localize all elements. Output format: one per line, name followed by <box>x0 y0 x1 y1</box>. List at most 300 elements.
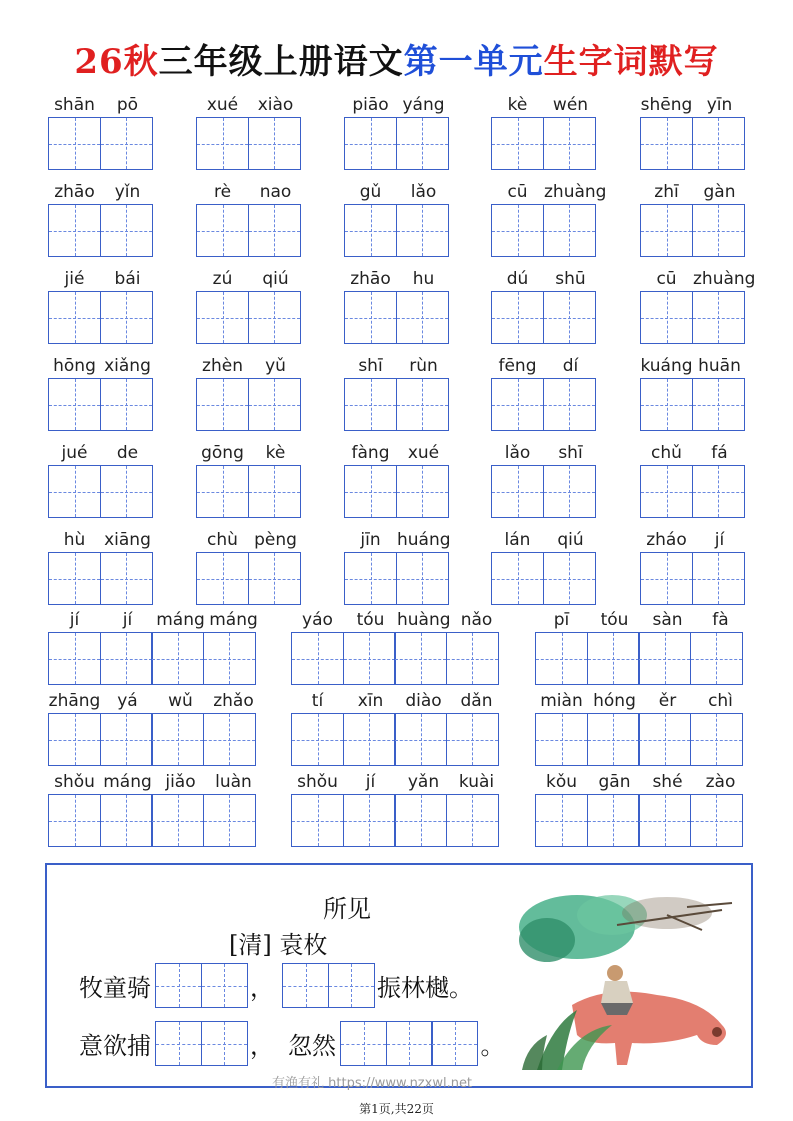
writing-box[interactable] <box>48 291 101 344</box>
title-part-unit: 第一单元 <box>403 42 544 82</box>
writing-box[interactable] <box>690 632 743 685</box>
writing-box[interactable] <box>396 378 449 431</box>
pinyin-row <box>640 95 746 115</box>
pinyin-row <box>48 356 154 376</box>
writing-box[interactable] <box>100 117 153 170</box>
tianzige-row <box>640 378 743 431</box>
tianzige-row <box>491 117 594 170</box>
writing-box[interactable] <box>201 1021 248 1066</box>
writing-box[interactable] <box>692 117 745 170</box>
pinyin: zhāo <box>350 269 391 289</box>
buffalo <box>572 992 726 1065</box>
writing-box[interactable] <box>396 552 449 605</box>
tianzige-row <box>344 552 447 605</box>
pinyin-row <box>291 691 503 711</box>
pinyin: fēng <box>498 356 537 376</box>
poem-blank-4[interactable] <box>340 1021 477 1066</box>
pinyin: fàng <box>351 443 390 463</box>
writing-box[interactable] <box>155 1021 202 1066</box>
pinyin: fà <box>712 610 729 630</box>
pinyin: wén <box>552 95 589 115</box>
writing-box[interactable] <box>151 794 204 847</box>
pinyin: jí <box>122 610 133 630</box>
tianzige-row <box>491 291 594 344</box>
pinyin-row <box>640 269 756 289</box>
poem-line-2-mid: 忽然 <box>288 1032 336 1060</box>
pinyin: gān <box>598 772 631 792</box>
pinyin: zhèn <box>202 356 243 376</box>
writing-box[interactable] <box>344 465 397 518</box>
writing-box[interactable] <box>48 632 101 685</box>
pinyin: hu <box>412 269 435 289</box>
pinyin-row <box>491 530 597 550</box>
pinyin: yǎn <box>407 772 440 792</box>
writing-box[interactable] <box>344 204 397 257</box>
tianzige-row <box>48 713 254 766</box>
page-footer: 第1页,共22页 <box>359 1102 434 1116</box>
writing-box[interactable] <box>640 552 693 605</box>
writing-box[interactable] <box>100 552 153 605</box>
tianzige-row <box>640 204 743 257</box>
writing-box[interactable] <box>692 204 745 257</box>
pinyin: máng <box>103 772 152 792</box>
tianzige-row <box>196 378 299 431</box>
pinyin: zhāng <box>48 691 101 711</box>
writing-box[interactable] <box>543 465 596 518</box>
writing-box[interactable] <box>248 291 301 344</box>
poem-title: 所见 <box>323 895 371 923</box>
pinyin: jiǎo <box>165 772 196 792</box>
writing-box[interactable] <box>535 794 588 847</box>
pinyin-row <box>344 443 450 463</box>
writing-box[interactable] <box>638 632 691 685</box>
title-part-season: 秋 <box>123 42 159 82</box>
pinyin: hōng <box>53 356 96 376</box>
writing-box[interactable] <box>248 465 301 518</box>
poem-line-2-end: 。 <box>480 1032 505 1060</box>
title-part-grade: 三年级上册语文 <box>158 42 404 82</box>
writing-box[interactable] <box>543 291 596 344</box>
pinyin: shǒu <box>297 772 338 792</box>
pinyin: gàn <box>703 182 736 202</box>
pinyin-row <box>48 530 154 550</box>
writing-box[interactable] <box>587 713 640 766</box>
pinyin: zhuàng <box>693 269 756 289</box>
tianzige-row <box>344 465 447 518</box>
pinyin: kè <box>265 443 286 463</box>
pinyin: máng <box>209 610 258 630</box>
writing-box[interactable] <box>100 291 153 344</box>
pinyin: zhǎo <box>213 691 254 711</box>
pinyin: pō <box>116 95 139 115</box>
pinyin: sàn <box>652 610 683 630</box>
writing-box[interactable] <box>196 552 249 605</box>
poem-line-2 <box>79 1021 505 1066</box>
pinyin: yá <box>117 691 138 711</box>
pinyin: shǒu <box>54 772 95 792</box>
pinyin: cū <box>507 182 528 202</box>
writing-box[interactable] <box>587 632 640 685</box>
pinyin: tóu <box>600 610 629 630</box>
pinyin: fá <box>711 443 728 463</box>
tianzige-row <box>491 552 594 605</box>
pinyin: shū <box>555 269 586 289</box>
writing-box[interactable] <box>48 713 101 766</box>
tianzige-row <box>196 204 299 257</box>
writing-box[interactable] <box>248 117 301 170</box>
writing-box[interactable] <box>692 291 745 344</box>
pinyin: dǎn <box>460 691 493 711</box>
tianzige-row <box>48 552 151 605</box>
pinyin: jí <box>69 610 80 630</box>
writing-box[interactable] <box>638 713 691 766</box>
pinyin: de <box>116 443 139 463</box>
writing-box[interactable] <box>638 794 691 847</box>
pinyin-row <box>291 610 503 630</box>
tianzige-row <box>640 552 743 605</box>
writing-box[interactable] <box>248 552 301 605</box>
writing-box[interactable] <box>491 378 544 431</box>
writing-box[interactable] <box>196 465 249 518</box>
pinyin-row <box>344 269 450 289</box>
pinyin-row <box>48 772 260 792</box>
writing-box[interactable] <box>151 713 204 766</box>
writing-box[interactable] <box>396 465 449 518</box>
writing-box[interactable] <box>640 378 693 431</box>
pinyin-row <box>48 95 154 115</box>
pinyin: jí <box>365 772 376 792</box>
pinyin: tóu <box>356 610 385 630</box>
pinyin: kuài <box>458 772 495 792</box>
writing-box[interactable] <box>328 963 375 1008</box>
pinyin-row <box>491 269 597 289</box>
pinyin-row <box>535 691 747 711</box>
writing-box[interactable] <box>291 632 344 685</box>
poem-line-1-start: 牧童骑 <box>79 974 151 1002</box>
tianzige-row <box>640 465 743 518</box>
poem-illustration <box>517 885 742 1075</box>
writing-box[interactable] <box>446 794 499 847</box>
writing-box[interactable] <box>48 117 101 170</box>
pinyin-row <box>196 182 302 202</box>
tianzige-row <box>48 465 151 518</box>
title-part-number: 26 <box>74 42 124 82</box>
herd-boy <box>601 965 633 1015</box>
title-part-topic: 生字词默写 <box>543 42 719 82</box>
writing-box[interactable] <box>203 713 256 766</box>
writing-box[interactable] <box>100 204 153 257</box>
tianzige-row <box>344 291 447 344</box>
tianzige-row <box>48 378 151 431</box>
writing-box[interactable] <box>196 204 249 257</box>
writing-box[interactable] <box>690 794 743 847</box>
writing-box[interactable] <box>340 1021 387 1066</box>
pinyin: jué <box>61 443 88 463</box>
pinyin-row <box>640 356 746 376</box>
poem-line-1-comma: ， <box>250 974 274 1002</box>
pinyin: huàng <box>397 610 451 630</box>
writing-box[interactable] <box>386 1021 433 1066</box>
pinyin: luàn <box>215 772 252 792</box>
tianzige-row <box>535 794 741 847</box>
pinyin: zhāo <box>54 182 95 202</box>
pinyin: kǒu <box>545 772 578 792</box>
pinyin: xīn <box>357 691 384 711</box>
pinyin: lǎo <box>504 443 531 463</box>
poem-line-2-start: 意欲捕 <box>79 1032 151 1060</box>
pinyin: miàn <box>540 691 583 711</box>
writing-box[interactable] <box>692 552 745 605</box>
pinyin: huān <box>698 356 741 376</box>
writing-box[interactable] <box>587 794 640 847</box>
tianzige-row <box>48 632 254 685</box>
writing-box[interactable] <box>446 632 499 685</box>
writing-box[interactable] <box>396 204 449 257</box>
tianzige-row <box>344 117 447 170</box>
pinyin: yáo <box>302 610 333 630</box>
poem-box <box>45 863 753 1088</box>
writing-box[interactable] <box>100 378 153 431</box>
pinyin: shān <box>54 95 95 115</box>
tianzige-row <box>48 794 254 847</box>
pinyin: pī <box>553 610 570 630</box>
pinyin-row <box>535 610 747 630</box>
tianzige-row <box>491 465 594 518</box>
writing-box[interactable] <box>196 378 249 431</box>
pinyin: yǔ <box>265 356 286 376</box>
pinyin-row <box>491 182 607 202</box>
writing-box[interactable] <box>344 552 397 605</box>
poem-line-1 <box>79 963 473 1008</box>
writing-box[interactable] <box>535 713 588 766</box>
poem-blank-1[interactable] <box>155 963 246 1008</box>
pinyin: lán <box>504 530 531 550</box>
pinyin: shī <box>358 356 383 376</box>
pinyin: zú <box>212 269 233 289</box>
writing-box[interactable] <box>203 632 256 685</box>
pinyin-row <box>196 443 302 463</box>
writing-box[interactable] <box>396 291 449 344</box>
pinyin-row <box>640 443 746 463</box>
pinyin: nao <box>259 182 292 202</box>
pinyin: shé <box>652 772 683 792</box>
writing-box[interactable] <box>394 713 447 766</box>
poem-blank-3[interactable] <box>155 1021 246 1066</box>
pinyin-row <box>640 182 746 202</box>
writing-box[interactable] <box>282 963 329 1008</box>
tianzige-row <box>196 291 299 344</box>
tianzige-row <box>344 378 447 431</box>
writing-box[interactable] <box>343 713 396 766</box>
pinyin: shī <box>558 443 583 463</box>
writing-box[interactable] <box>491 552 544 605</box>
writing-box[interactable] <box>344 117 397 170</box>
writing-box[interactable] <box>48 794 101 847</box>
pinyin: pèng <box>254 530 297 550</box>
pinyin: ěr <box>658 691 677 711</box>
pinyin: chǔ <box>651 443 682 463</box>
writing-box[interactable] <box>535 632 588 685</box>
writing-box[interactable] <box>690 713 743 766</box>
pinyin: yáng <box>402 95 445 115</box>
writing-box[interactable] <box>640 204 693 257</box>
pinyin-row <box>196 356 302 376</box>
tianzige-row <box>491 204 594 257</box>
pinyin: xiào <box>257 95 294 115</box>
pinyin-row <box>491 443 597 463</box>
writing-box[interactable] <box>491 291 544 344</box>
pinyin: xiāng <box>104 530 151 550</box>
pinyin-row <box>48 443 154 463</box>
pinyin: zào <box>705 772 736 792</box>
writing-box[interactable] <box>394 632 447 685</box>
writing-box[interactable] <box>291 794 344 847</box>
writing-box[interactable] <box>248 204 301 257</box>
tianzige-row <box>196 465 299 518</box>
pinyin: hóng <box>593 691 636 711</box>
pinyin-row <box>535 772 747 792</box>
pinyin: jīn <box>360 530 381 550</box>
writing-box[interactable] <box>343 632 396 685</box>
pinyin-row <box>48 691 260 711</box>
pinyin-row <box>196 269 302 289</box>
poem-line-2-comma: ， <box>250 1032 274 1060</box>
tianzige-row <box>640 291 743 344</box>
writing-box[interactable] <box>203 794 256 847</box>
writing-box[interactable] <box>343 794 396 847</box>
writing-box[interactable] <box>344 378 397 431</box>
tianzige-row <box>48 291 151 344</box>
tianzige-row <box>491 378 594 431</box>
pinyin: xiǎng <box>104 356 151 376</box>
pinyin: diào <box>405 691 442 711</box>
tianzige-row <box>535 632 741 685</box>
pinyin: máng <box>156 610 205 630</box>
pinyin: nǎo <box>460 610 493 630</box>
writing-box[interactable] <box>248 378 301 431</box>
pinyin-row <box>344 356 450 376</box>
pinyin-row <box>344 530 450 550</box>
pinyin: yīn <box>706 95 733 115</box>
writing-box[interactable] <box>543 378 596 431</box>
tianzige-row <box>48 117 151 170</box>
writing-box[interactable] <box>201 963 248 1008</box>
pinyin: qiú <box>262 269 289 289</box>
pinyin: piāo <box>352 95 389 115</box>
pinyin: xué <box>206 95 239 115</box>
pinyin-row <box>344 182 450 202</box>
pinyin: hù <box>63 530 86 550</box>
watermark: 有渔有礼 https://www.nzxwl.net <box>272 1076 473 1091</box>
pinyin: dú <box>506 269 529 289</box>
writing-box[interactable] <box>692 465 745 518</box>
writing-box[interactable] <box>196 117 249 170</box>
writing-box[interactable] <box>48 378 101 431</box>
writing-box[interactable] <box>543 552 596 605</box>
writing-box[interactable] <box>640 465 693 518</box>
writing-box[interactable] <box>543 204 596 257</box>
pinyin: rùn <box>409 356 438 376</box>
tianzige-row <box>535 713 741 766</box>
pinyin: jí <box>714 530 725 550</box>
pinyin: shēng <box>640 95 693 115</box>
tianzige-row <box>640 117 743 170</box>
pinyin-row <box>491 356 597 376</box>
pinyin: kuáng <box>640 356 693 376</box>
pinyin: gōng <box>201 443 244 463</box>
tianzige-row <box>196 552 299 605</box>
writing-box[interactable] <box>151 632 204 685</box>
writing-box[interactable] <box>100 713 153 766</box>
writing-box[interactable] <box>396 117 449 170</box>
writing-box[interactable] <box>692 378 745 431</box>
writing-box[interactable] <box>394 794 447 847</box>
writing-box[interactable] <box>291 713 344 766</box>
pinyin: kè <box>507 95 528 115</box>
pinyin: cū <box>656 269 677 289</box>
writing-box[interactable] <box>491 204 544 257</box>
writing-box[interactable] <box>155 963 202 1008</box>
tianzige-row <box>344 204 447 257</box>
pinyin-row <box>491 95 597 115</box>
writing-box[interactable] <box>48 465 101 518</box>
writing-box[interactable] <box>48 552 101 605</box>
pinyin-row <box>48 269 154 289</box>
poem-author: [清] 袁枚 <box>229 931 328 959</box>
writing-box[interactable] <box>48 204 101 257</box>
writing-box[interactable] <box>491 465 544 518</box>
pinyin: qiú <box>557 530 584 550</box>
tree-foliage <box>519 895 732 962</box>
pinyin: dí <box>562 356 579 376</box>
tianzige-row <box>291 794 497 847</box>
pinyin-row <box>48 182 154 202</box>
pinyin-row <box>48 610 260 630</box>
writing-box[interactable] <box>100 794 153 847</box>
pinyin: chù <box>207 530 238 550</box>
pinyin: chì <box>708 691 733 711</box>
writing-box[interactable] <box>100 465 153 518</box>
writing-box[interactable] <box>640 117 693 170</box>
writing-box[interactable] <box>100 632 153 685</box>
pinyin: jié <box>64 269 85 289</box>
writing-box[interactable] <box>431 1021 478 1066</box>
poem-blank-2[interactable] <box>282 963 373 1008</box>
writing-box[interactable] <box>196 291 249 344</box>
pinyin-row <box>344 95 450 115</box>
pinyin: gǔ <box>359 182 382 202</box>
writing-box[interactable] <box>543 117 596 170</box>
pinyin: lǎo <box>410 182 437 202</box>
tianzige-row <box>291 632 497 685</box>
tianzige-row <box>196 117 299 170</box>
pinyin-row <box>640 530 746 550</box>
pinyin: huáng <box>397 530 451 550</box>
writing-box[interactable] <box>640 291 693 344</box>
poem-line-1-end: 振林樾。 <box>377 974 473 1002</box>
pinyin-row <box>196 530 302 550</box>
pinyin: zháo <box>646 530 687 550</box>
page-title <box>0 38 793 86</box>
pinyin: bái <box>114 269 141 289</box>
writing-box[interactable] <box>344 291 397 344</box>
writing-box[interactable] <box>446 713 499 766</box>
pinyin: xué <box>407 443 440 463</box>
pinyin-row <box>291 772 503 792</box>
tianzige-row <box>291 713 497 766</box>
writing-box[interactable] <box>491 117 544 170</box>
pinyin: tí <box>311 691 324 711</box>
